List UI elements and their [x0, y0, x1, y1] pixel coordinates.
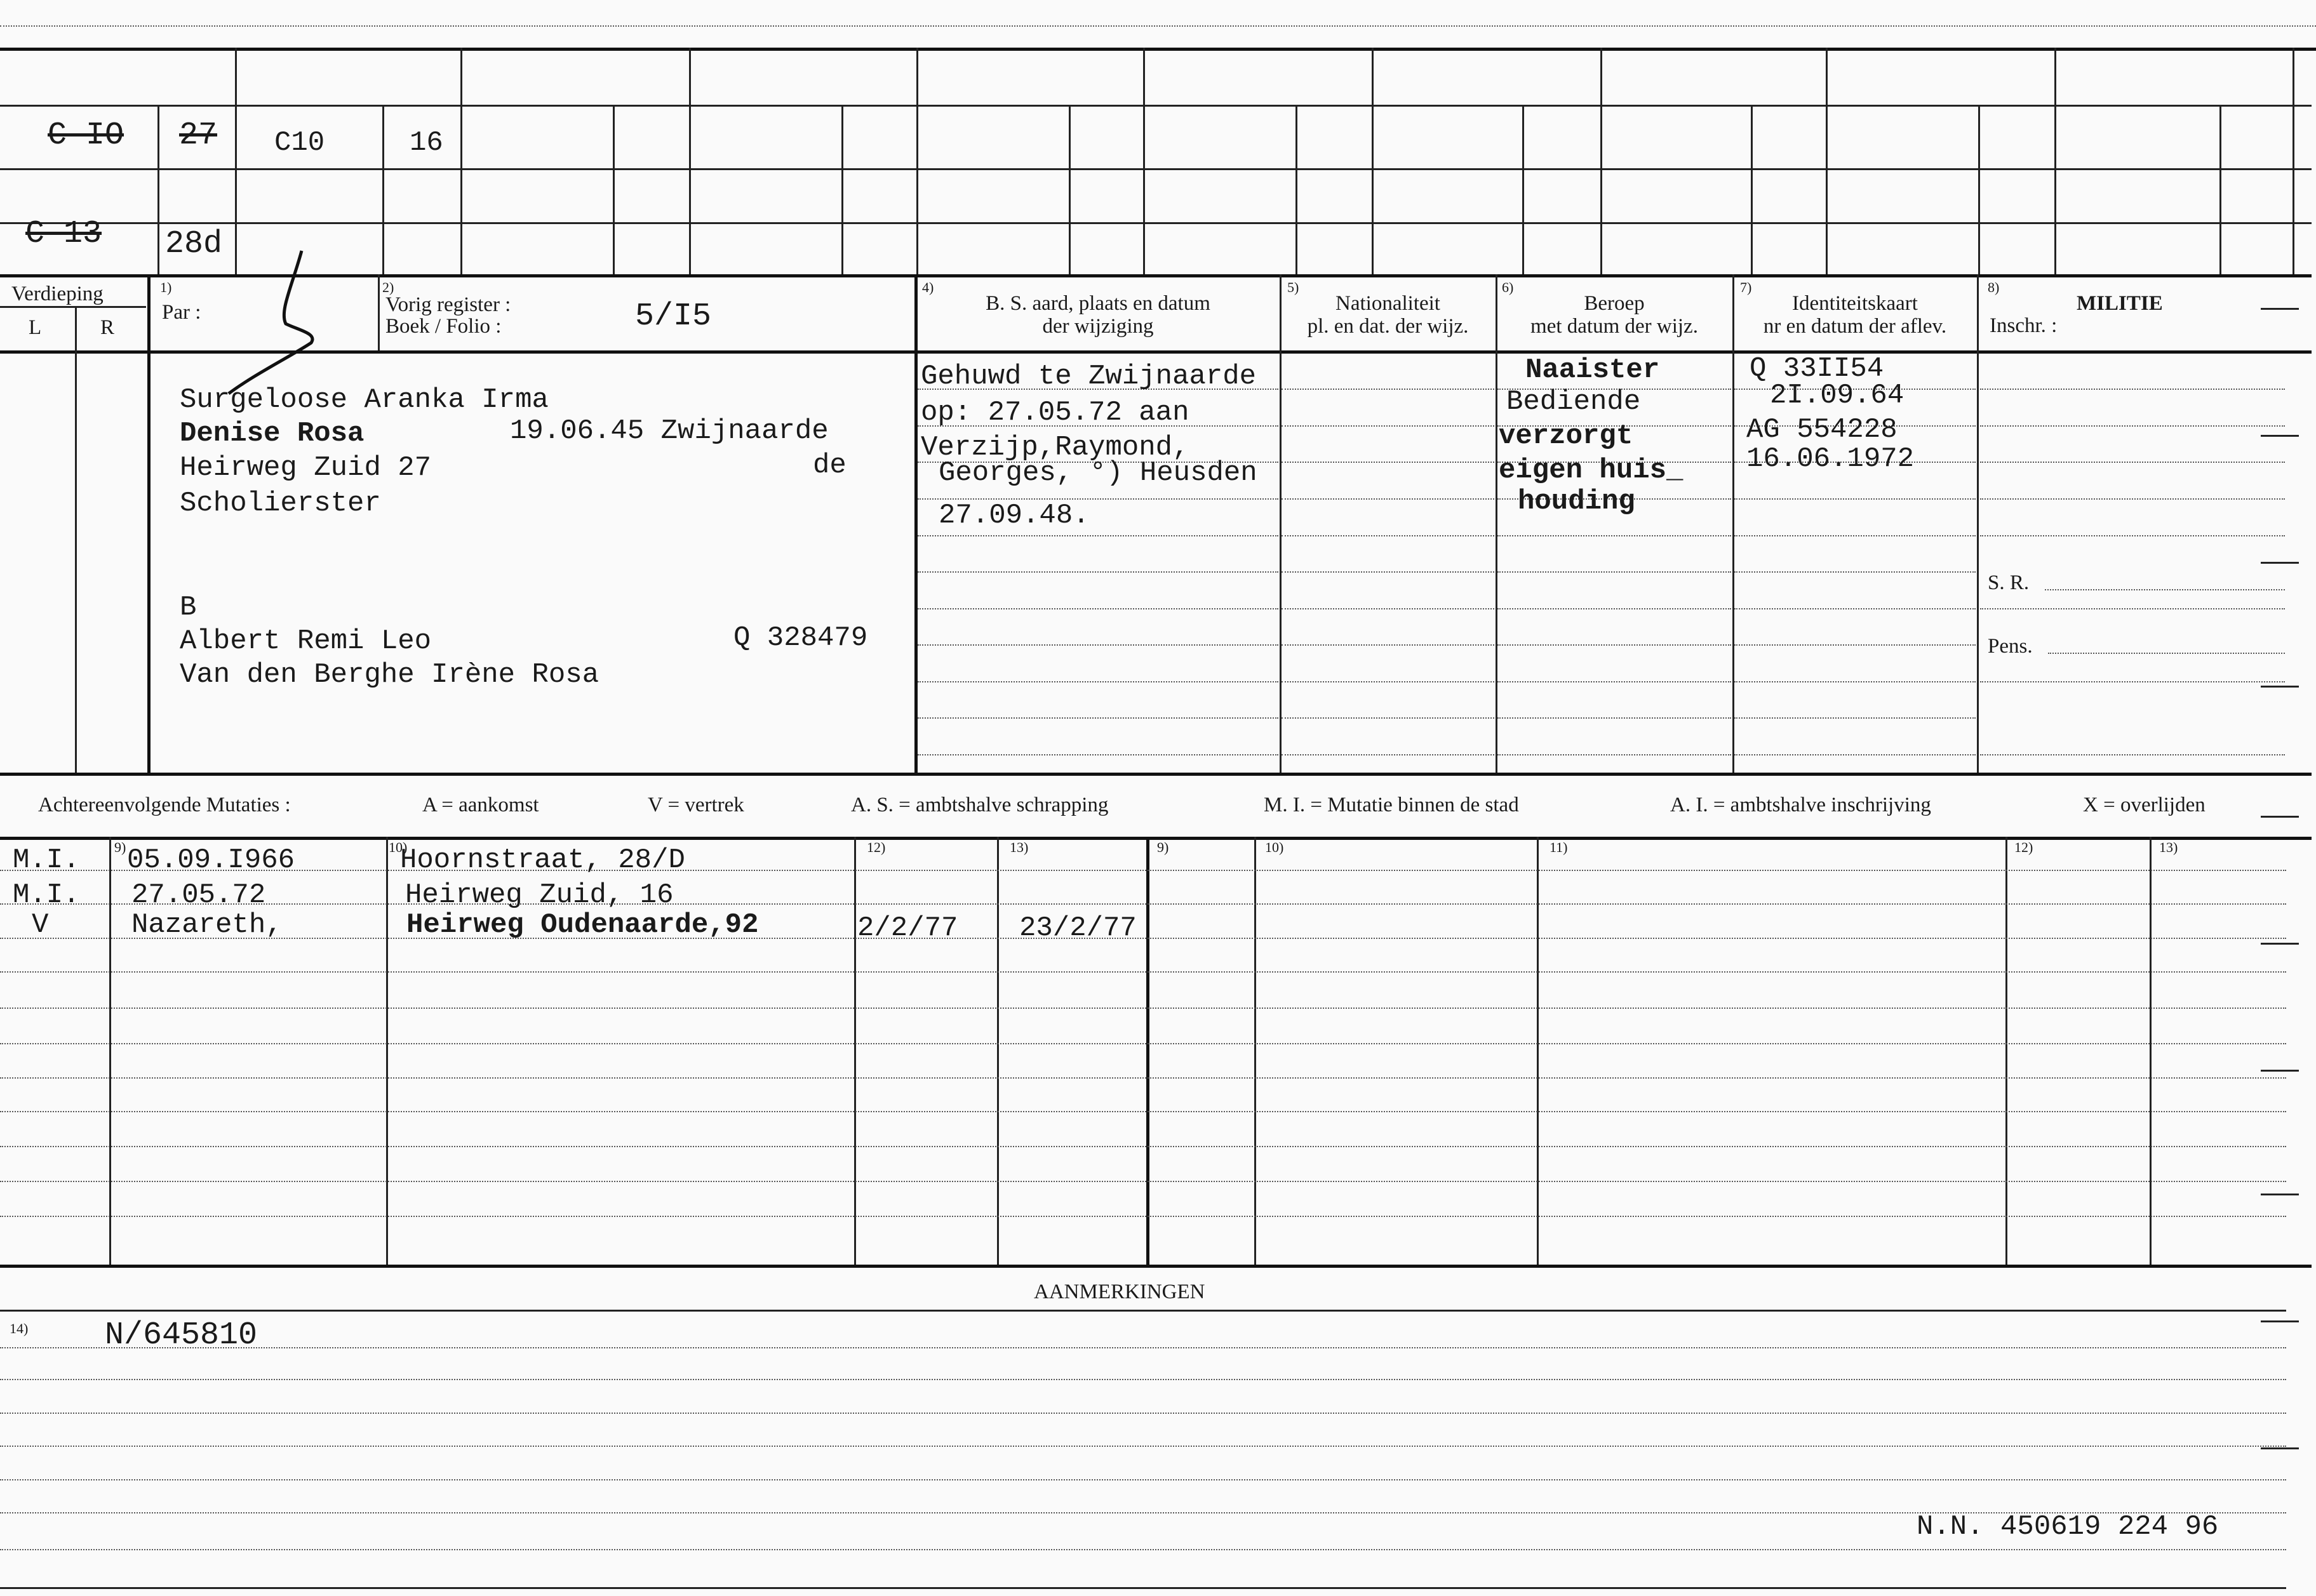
- id-header-line1: Identiteitskaart: [1792, 292, 1918, 315]
- bs-header-line2: der wijziging: [1042, 315, 1154, 338]
- mut-col-10-right: 10): [1265, 839, 1284, 855]
- top-code-c10: C10: [274, 127, 325, 159]
- id-line-4: 16.06.1972: [1746, 443, 1915, 475]
- legend-title: Achtereenvolgende Mutaties :: [38, 794, 291, 816]
- mut-col-11-right: 11): [1550, 839, 1568, 855]
- beroep-line-1: Naaister: [1525, 354, 1660, 386]
- mutation-1-place: Hoornstraat, 28/D: [400, 844, 685, 876]
- father-id: Q 328479: [733, 622, 868, 654]
- mut-col-12-right: 12): [2014, 839, 2033, 855]
- nat-header-line1: Nationaliteit: [1335, 292, 1440, 315]
- mutation-3-place: Heirweg Oudenaarde,92: [406, 909, 759, 941]
- national-number: N.N. 450619 224 96: [1917, 1511, 2219, 1543]
- remarks-title: AANMERKINGEN: [1034, 1280, 1205, 1303]
- verdieping-r: R: [100, 316, 115, 339]
- bs-num: 4): [922, 279, 934, 295]
- mutation-1-date: 05.09.I966: [127, 844, 295, 876]
- id-header-line2: nr en datum der aflev.: [1763, 315, 1947, 338]
- top-value-16: 16: [410, 127, 443, 159]
- person-address: Heirweg Zuid 27: [180, 452, 432, 484]
- id-header: [1734, 292, 1976, 338]
- mutation-2-type: M.I.: [13, 879, 80, 911]
- person-occupation: Scholierster: [180, 488, 381, 519]
- mutation-3-date-2: 23/2/77: [1019, 912, 1137, 944]
- beroep-line-4: eigen huis_: [1499, 455, 1683, 486]
- legend-v: V = vertrek: [648, 794, 744, 816]
- mother-name: Van den Berghe Irène Rosa: [180, 659, 599, 691]
- person-name-1: Surgeloose Aranka Irma: [180, 384, 549, 416]
- id-line-2: 2I.09.64: [1770, 380, 1904, 411]
- bs-header-line1: B. S. aard, plaats en datum: [986, 292, 1210, 315]
- beroep-header-line1: Beroep: [1584, 292, 1645, 315]
- top-struck-code-1: C-IO: [48, 117, 124, 154]
- militie-inschr: Inschr. :: [1990, 314, 2058, 337]
- remarks-code: N/645810: [105, 1317, 258, 1353]
- person-name-2: Denise Rosa: [180, 418, 365, 449]
- beroep-line-3: verzorgt: [1499, 420, 1633, 452]
- mutation-2-date: 27.05.72: [131, 879, 266, 911]
- mutation-3-date: Nazareth,: [131, 909, 283, 941]
- legend-mi: M. I. = Mutatie binnen de stad: [1264, 794, 1519, 816]
- boek-folio-value: 5/I5: [635, 298, 712, 335]
- beroep-num: 6): [1502, 279, 1514, 295]
- legend-x: X = overlijden: [2083, 794, 2206, 816]
- vorig-num: 2): [382, 279, 394, 295]
- mut-col-9-right: 9): [1157, 839, 1169, 855]
- top-num-1: 27: [179, 117, 218, 154]
- person-mark: de: [813, 449, 847, 481]
- remarks-num: 14): [10, 1320, 29, 1336]
- legend-a: A = aankomst: [422, 794, 539, 816]
- par-label: Par :: [162, 301, 201, 324]
- par-num: 1): [160, 279, 172, 295]
- mutation-1-type: M.I.: [13, 844, 80, 876]
- nat-num: 5): [1287, 279, 1299, 295]
- boek-folio-label: Boek / Folio :: [385, 315, 502, 338]
- mutation-3-type: V: [32, 909, 49, 941]
- mut-col-9-left: 9): [114, 839, 126, 855]
- par-scribble: [216, 248, 324, 400]
- beroep-header: [1497, 292, 1731, 338]
- id-num: 7): [1740, 279, 1752, 295]
- bs-line-1: Gehuwd te Zwijnaarde: [921, 361, 1257, 392]
- mutation-2-place: Heirweg Zuid, 16: [405, 879, 674, 911]
- father-name: Albert Remi Leo: [180, 625, 432, 657]
- mut-col-13-left: 13): [1010, 839, 1029, 855]
- legend-ai: A. I. = ambtshalve inschrijving: [1670, 794, 1931, 816]
- bs-line-2: op: 27.05.72 aan: [921, 397, 1189, 429]
- top-num-2: 28d: [165, 226, 223, 262]
- nat-header: [1282, 292, 1494, 338]
- legend-as: A. S. = ambtshalve schrapping: [851, 794, 1109, 816]
- bs-header: [918, 292, 1278, 338]
- bs-line-5: 27.09.48.: [939, 500, 1090, 531]
- mutation-3-date-1: 2/2/77: [857, 912, 958, 944]
- top-struck-code-2: C 13: [25, 216, 102, 252]
- verdieping-label: Verdieping: [11, 283, 104, 305]
- militie-num: 8): [1988, 279, 2000, 295]
- mut-col-10-left: 10): [389, 839, 408, 855]
- bs-line-4: Georges, °) Heusden: [939, 457, 1257, 489]
- militie-pens: Pens.: [1988, 635, 2033, 658]
- person-b: B: [180, 592, 197, 623]
- id-line-1: Q 33II54: [1750, 353, 1884, 385]
- mut-col-12-left: 12): [867, 839, 886, 855]
- id-line-3: AG 554228: [1746, 414, 1898, 446]
- vorig-register-label: Vorig register :: [385, 293, 511, 316]
- nat-header-line2: pl. en dat. der wijz.: [1307, 315, 1469, 338]
- mut-col-13-right: 13): [2159, 839, 2178, 855]
- militie-title: MILITIE: [2077, 292, 2163, 315]
- militie-sr: S. R.: [1988, 571, 2030, 594]
- beroep-line-2: Bediende: [1506, 386, 1641, 418]
- beroep-line-5: houding: [1518, 486, 1635, 517]
- person-birth: 19.06.45 Zwijnaarde: [510, 415, 829, 447]
- beroep-header-line2: met datum der wijz.: [1530, 315, 1698, 338]
- bs-line-3: Verzijp,Raymond,: [921, 432, 1189, 463]
- verdieping-l: L: [29, 316, 42, 339]
